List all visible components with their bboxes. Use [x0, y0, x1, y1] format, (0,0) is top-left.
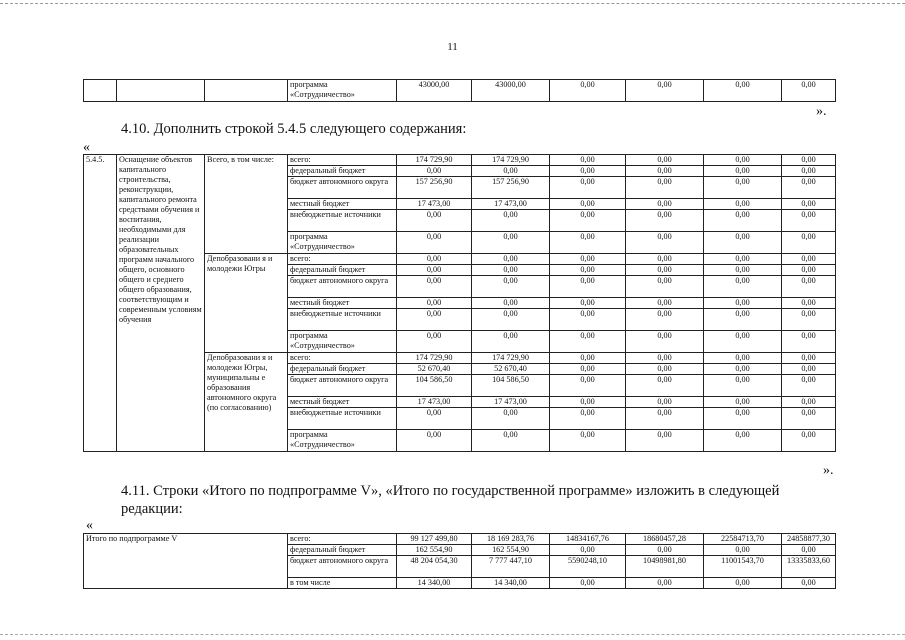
measure-description-cell: Оснащение объектов капитального строительства, реконструкции, капитального ремонта средствами обучения и воспитания, необходимыми для реализации образовательных программ начального общего, основного общего и среднего общего образования, соответствующим и современным условиям обучения	[117, 155, 205, 452]
funding-source-cell: внебюджетные источники	[288, 408, 397, 430]
value-cell: 0,00	[782, 364, 836, 375]
value-cell: 0,00	[704, 545, 782, 556]
value-cell: 0,00	[626, 80, 704, 102]
value-cell: 0,00	[626, 232, 704, 254]
table-row	[84, 155, 836, 166]
value-cell: 162 554,90	[472, 545, 550, 556]
value-cell: 0,00	[550, 254, 626, 265]
value-cell: 174 729,90	[397, 155, 472, 166]
value-cell: 0,00	[397, 265, 472, 276]
closing-quote: ».	[816, 104, 827, 119]
funding-source-cell: бюджет автономного округа	[288, 276, 397, 298]
value-cell: 0,00	[626, 545, 704, 556]
section-heading-4-11: 4.11. Строки «Итого по подпрограмме V», «Итого по государственной программе» изложить в следующей редакции:	[121, 483, 780, 517]
scan-bottom-edge	[0, 634, 905, 635]
value-cell: 0,00	[550, 298, 626, 309]
value-cell: 0,00	[626, 430, 704, 452]
value-cell: 48 204 054,30	[397, 556, 472, 578]
value-cell: 0,00	[550, 309, 626, 331]
number-cell	[84, 80, 117, 102]
value-cell: 0,00	[550, 199, 626, 210]
value-cell: 0,00	[472, 265, 550, 276]
value-cell: 174 729,90	[397, 353, 472, 364]
value-cell: 0,00	[704, 80, 782, 102]
value-cell: 0,00	[397, 331, 472, 353]
value-cell: 0,00	[782, 177, 836, 199]
value-cell: 0,00	[472, 430, 550, 452]
value-cell: 0,00	[704, 430, 782, 452]
value-cell: 0,00	[704, 166, 782, 177]
value-cell: 5590248,10	[550, 556, 626, 578]
value-cell: 0,00	[550, 210, 626, 232]
value-cell: 0,00	[782, 232, 836, 254]
value-cell: 0,00	[782, 265, 836, 276]
value-cell: 0,00	[397, 210, 472, 232]
value-cell: 14 340,00	[397, 578, 472, 589]
value-cell: 43000,00	[472, 80, 550, 102]
section-heading-4-10: 4.10. Дополнить строкой 5.4.5 следующего содержания:	[121, 121, 467, 137]
funding-source-cell: бюджет автономного округа	[288, 177, 397, 199]
value-cell: 13335833,60	[782, 556, 836, 578]
value-cell: 0,00	[397, 430, 472, 452]
funding-source-cell: бюджет автономного округа	[288, 375, 397, 397]
value-cell: 0,00	[397, 276, 472, 298]
value-cell: 0,00	[472, 232, 550, 254]
funding-source-cell: внебюджетные источники	[288, 309, 397, 331]
funding-source-cell: местный бюджет	[288, 199, 397, 210]
value-cell: 0,00	[397, 309, 472, 331]
value-cell: 174 729,90	[472, 353, 550, 364]
value-cell: 0,00	[704, 232, 782, 254]
funding-source-cell: федеральный бюджет	[288, 364, 397, 375]
value-cell: 0,00	[550, 353, 626, 364]
value-cell: 0,00	[626, 166, 704, 177]
row-5-4-5-table	[83, 154, 836, 452]
executor-cell: Депобразовани я и молодежи Югры, муниципальны е образования автономного округа (по согласованию)	[205, 353, 288, 452]
value-cell: 0,00	[550, 80, 626, 102]
value-cell: 43000,00	[397, 80, 472, 102]
value-cell: 0,00	[704, 210, 782, 232]
value-cell: 7 777 447,10	[472, 556, 550, 578]
value-cell: 0,00	[704, 408, 782, 430]
funding-source-cell: в том числе	[288, 578, 397, 589]
value-cell: 0,00	[472, 298, 550, 309]
value-cell: 0,00	[782, 430, 836, 452]
value-cell: 0,00	[626, 276, 704, 298]
executor-cell: Всего, в том числе:	[205, 155, 288, 254]
value-cell: 104 586,50	[472, 375, 550, 397]
value-cell: 0,00	[626, 397, 704, 408]
funding-source-cell: программа «Сотрудничество»	[288, 430, 397, 452]
value-cell: 0,00	[782, 578, 836, 589]
value-cell: 0,00	[550, 155, 626, 166]
value-cell: 0,00	[550, 276, 626, 298]
value-cell: 0,00	[550, 545, 626, 556]
scan-top-edge	[0, 3, 905, 4]
value-cell: 0,00	[550, 166, 626, 177]
funding-source-cell: федеральный бюджет	[288, 166, 397, 177]
value-cell: 14834167,76	[550, 534, 626, 545]
value-cell: 0,00	[626, 199, 704, 210]
value-cell: 17 473,00	[397, 397, 472, 408]
value-cell: 0,00	[782, 199, 836, 210]
value-cell: 0,00	[550, 331, 626, 353]
funding-source-cell: программа «Сотрудничество»	[288, 331, 397, 353]
value-cell: 0,00	[704, 155, 782, 166]
value-cell: 0,00	[704, 199, 782, 210]
value-cell: 0,00	[550, 177, 626, 199]
value-cell: 0,00	[472, 309, 550, 331]
funding-source-cell: всего:	[288, 155, 397, 166]
value-cell: 0,00	[626, 265, 704, 276]
subprogram-totals-table	[83, 533, 836, 589]
value-cell: 0,00	[397, 298, 472, 309]
funding-source-cell: всего:	[288, 254, 397, 265]
description-cell	[117, 80, 205, 102]
value-cell: 0,00	[782, 309, 836, 331]
value-cell: 0,00	[550, 408, 626, 430]
funding-source-cell: всего:	[288, 353, 397, 364]
value-cell: 0,00	[782, 80, 836, 102]
value-cell: 104 586,50	[397, 375, 472, 397]
page-number: 11	[447, 41, 458, 53]
value-cell: 17 473,00	[472, 199, 550, 210]
value-cell: 14 340,00	[472, 578, 550, 589]
value-cell: 0,00	[704, 331, 782, 353]
value-cell: 0,00	[626, 298, 704, 309]
value-cell: 0,00	[472, 276, 550, 298]
value-cell: 162 554,90	[397, 545, 472, 556]
value-cell: 0,00	[550, 578, 626, 589]
value-cell: 0,00	[472, 254, 550, 265]
value-cell: 99 127 499,80	[397, 534, 472, 545]
value-cell: 0,00	[472, 331, 550, 353]
funding-source-cell: программа «Сотрудничество»	[288, 232, 397, 254]
funding-source-cell: федеральный бюджет	[288, 545, 397, 556]
value-cell: 11001543,70	[704, 556, 782, 578]
value-cell: 0,00	[472, 408, 550, 430]
value-cell: 10498981,80	[626, 556, 704, 578]
value-cell: 0,00	[782, 397, 836, 408]
value-cell: 0,00	[704, 364, 782, 375]
value-cell: 22584713,70	[704, 534, 782, 545]
value-cell: 174 729,90	[472, 155, 550, 166]
closing-quote: ».	[823, 463, 834, 478]
value-cell: 157 256,90	[397, 177, 472, 199]
value-cell: 17 473,00	[472, 397, 550, 408]
value-cell: 0,00	[782, 254, 836, 265]
value-cell: 0,00	[397, 254, 472, 265]
value-cell: 52 670,40	[472, 364, 550, 375]
funding-source-cell: программа «Сотрудничество»	[288, 80, 397, 102]
value-cell: 0,00	[550, 397, 626, 408]
value-cell: 0,00	[397, 408, 472, 430]
value-cell: 0,00	[626, 177, 704, 199]
funding-source-cell: бюджет автономного округа	[288, 556, 397, 578]
value-cell: 0,00	[550, 232, 626, 254]
value-cell: 0,00	[704, 254, 782, 265]
value-cell: 0,00	[626, 210, 704, 232]
value-cell: 18680457,28	[626, 534, 704, 545]
value-cell: 0,00	[626, 353, 704, 364]
value-cell: 0,00	[782, 408, 836, 430]
value-cell: 0,00	[397, 166, 472, 177]
funding-source-cell: местный бюджет	[288, 397, 397, 408]
subprogram-title-cell: Итого по подпрограмме V	[84, 534, 288, 589]
value-cell: 18 169 283,76	[472, 534, 550, 545]
value-cell: 0,00	[782, 276, 836, 298]
value-cell: 0,00	[782, 353, 836, 364]
value-cell: 0,00	[550, 265, 626, 276]
funding-source-cell: внебюджетные источники	[288, 210, 397, 232]
value-cell: 0,00	[626, 155, 704, 166]
opening-quote: «	[86, 518, 93, 533]
value-cell: 0,00	[472, 210, 550, 232]
value-cell: 0,00	[704, 276, 782, 298]
value-cell: 0,00	[626, 578, 704, 589]
value-cell: 0,00	[550, 364, 626, 375]
value-cell: 0,00	[782, 545, 836, 556]
value-cell: 0,00	[704, 298, 782, 309]
value-cell: 0,00	[782, 210, 836, 232]
row-number-cell: 5.4.5.	[84, 155, 117, 452]
value-cell: 24858877,30	[782, 534, 836, 545]
value-cell: 52 670,40	[397, 364, 472, 375]
value-cell: 0,00	[397, 232, 472, 254]
table-row	[84, 534, 836, 545]
funding-source-cell: местный бюджет	[288, 298, 397, 309]
value-cell: 0,00	[704, 375, 782, 397]
opening-quote: «	[83, 140, 90, 155]
value-cell: 0,00	[782, 375, 836, 397]
value-cell: 0,00	[782, 298, 836, 309]
value-cell: 0,00	[550, 430, 626, 452]
value-cell: 0,00	[704, 265, 782, 276]
value-cell: 0,00	[626, 309, 704, 331]
value-cell: 0,00	[782, 155, 836, 166]
value-cell: 0,00	[704, 309, 782, 331]
value-cell: 0,00	[704, 578, 782, 589]
value-cell: 0,00	[472, 166, 550, 177]
value-cell: 0,00	[704, 397, 782, 408]
executor-cell	[205, 80, 288, 102]
value-cell: 157 256,90	[472, 177, 550, 199]
continuation-table	[83, 79, 836, 102]
value-cell: 0,00	[626, 254, 704, 265]
executor-cell: Депобразовани я и молодежи Югры	[205, 254, 288, 353]
funding-source-cell: всего:	[288, 534, 397, 545]
value-cell: 0,00	[704, 177, 782, 199]
value-cell: 0,00	[550, 375, 626, 397]
value-cell: 0,00	[626, 331, 704, 353]
funding-source-cell: федеральный бюджет	[288, 265, 397, 276]
value-cell: 0,00	[704, 353, 782, 364]
table-row	[84, 80, 836, 102]
value-cell: 0,00	[626, 375, 704, 397]
value-cell: 0,00	[782, 331, 836, 353]
value-cell: 0,00	[626, 408, 704, 430]
value-cell: 17 473,00	[397, 199, 472, 210]
value-cell: 0,00	[626, 364, 704, 375]
value-cell: 0,00	[782, 166, 836, 177]
